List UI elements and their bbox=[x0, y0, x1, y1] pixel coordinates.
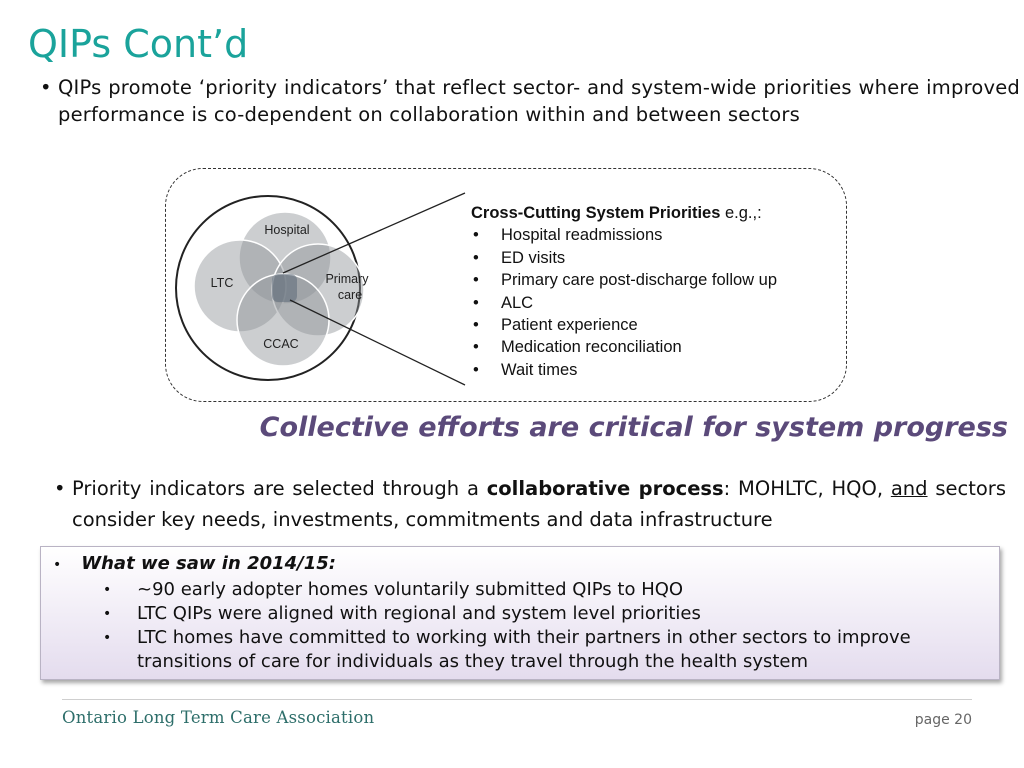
bullet-marker: • bbox=[53, 557, 62, 573]
venn-label-ccac: CCAC bbox=[263, 337, 299, 351]
venn-center-overlap bbox=[272, 274, 297, 302]
priority-item: • Wait times bbox=[471, 359, 777, 381]
page-number: page 20 bbox=[914, 712, 972, 728]
priority-item: • Medication reconciliation bbox=[471, 336, 777, 358]
priority-item: • ED visits bbox=[471, 247, 777, 269]
callout-heading-row bbox=[53, 553, 336, 574]
callout-item: • ~90 early adopter homes voluntarily submitted QIPs to HQO bbox=[103, 578, 993, 602]
footer-organization: Ontario Long Term Care Association bbox=[62, 708, 375, 727]
venn-label-care: care bbox=[337, 288, 363, 302]
callout-items bbox=[103, 578, 993, 674]
callout-item: • LTC QIPs were aligned with regional and system level priorities bbox=[103, 602, 993, 626]
process-text-part2: : MOHLTC, HQO, bbox=[723, 477, 891, 500]
callout-heading: What we saw in 2014/15: bbox=[81, 553, 336, 574]
priority-item: • Primary care post-discharge follow up bbox=[471, 269, 777, 291]
priorities-heading-suffix: e.g.,: bbox=[720, 204, 762, 222]
footer-divider bbox=[62, 699, 972, 700]
priorities-list bbox=[471, 202, 777, 381]
bullet-marker: • bbox=[40, 76, 52, 99]
priorities-heading-row bbox=[471, 202, 777, 224]
callout-box bbox=[40, 546, 1000, 680]
callout-item: • LTC homes have committed to working with their partners in other sectors to improve transitions of care for individuals as they travel through the health system bbox=[103, 626, 993, 674]
priority-item: • ALC bbox=[471, 292, 777, 314]
bullet-marker: • bbox=[54, 477, 66, 500]
process-bullet bbox=[54, 473, 1006, 535]
process-text-bold: collaborative process bbox=[486, 477, 724, 500]
venn-label-ltc: LTC bbox=[210, 276, 234, 290]
process-text-underlined: and bbox=[890, 477, 928, 500]
priority-item: • Hospital readmissions bbox=[471, 224, 777, 246]
slide-title: QIPs Cont’d bbox=[28, 22, 249, 66]
priorities-items bbox=[471, 224, 777, 381]
venn-label-primary: Primary bbox=[325, 272, 369, 286]
tagline: Collective efforts are critical for system progress bbox=[259, 412, 1008, 443]
priorities-heading: Cross-Cutting System Priorities bbox=[471, 204, 721, 222]
process-text-part3: sectors consider key needs, investments, commitments and data infrastructure bbox=[72, 477, 1006, 531]
intro-bullet-text: QIPs promote ‘priority indicators’ that reflect sector- and system-wide priorities where improved performance is co-dependent on collaboration within and between sectors bbox=[58, 76, 1020, 126]
process-text-part1: Priority indicators are selected through a bbox=[72, 477, 487, 500]
venn-label-hospital: Hospital bbox=[264, 223, 310, 237]
priority-item: • Patient experience bbox=[471, 314, 777, 336]
